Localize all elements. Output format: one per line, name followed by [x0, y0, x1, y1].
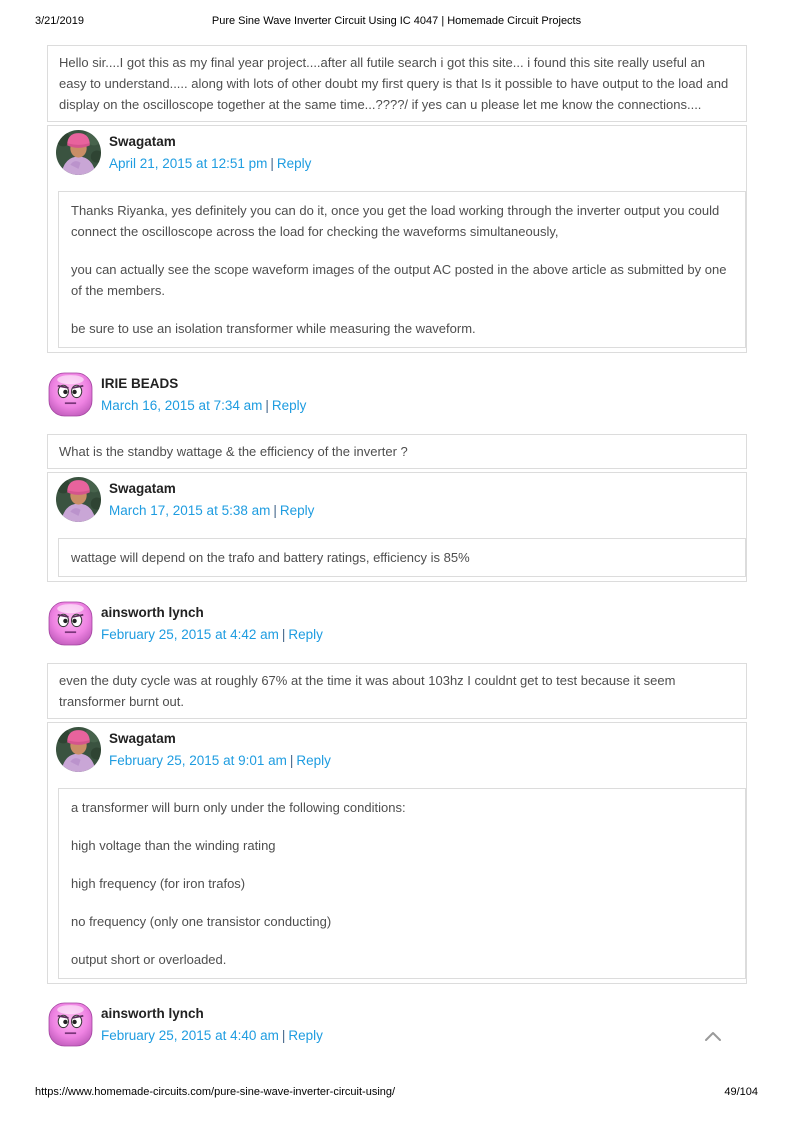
comment-dateline: [109, 750, 331, 772]
comment-dateline: [101, 395, 306, 417]
comment-paragraph: you can actually see the scope waveform images of the output AC posted in the above article as submitted by one of the members.: [71, 262, 727, 298]
comment-dateline: [101, 624, 323, 646]
comment-date-link[interactable]: March 16, 2015 at 7:34 am: [101, 398, 263, 413]
comments-section: [47, 45, 747, 1047]
comment-meta: [109, 730, 331, 772]
swagatam-avatar-photo: [56, 477, 101, 522]
print-footer: [35, 1086, 758, 1098]
comment-paragraph: be sure to use an isolation transformer while measuring the waveform.: [71, 321, 476, 336]
comment-meta: [101, 375, 306, 417]
comment-header: [56, 727, 746, 772]
footer-page-number: 49/104: [724, 1086, 758, 1098]
comment-body: [58, 538, 746, 577]
comment-header: [48, 372, 747, 417]
comment-date-link[interactable]: February 25, 2015 at 9:01 am: [109, 753, 287, 768]
comment-date-link[interactable]: March 17, 2015 at 5:38 am: [109, 503, 271, 518]
comment-author: IRIE BEADS: [101, 376, 179, 391]
comment-header: [56, 130, 746, 175]
dateline-separator: |: [289, 753, 294, 768]
comment-meta: [101, 604, 323, 646]
reply-link[interactable]: Reply: [271, 398, 307, 413]
print-page-title: Pure Sine Wave Inverter Circuit Using IC 4047 | Homemade Circuit Projects: [211, 15, 582, 27]
swagatam-avatar-photo: [56, 130, 101, 175]
comment-author: ainsworth lynch: [101, 605, 204, 620]
footer-url: https://www.homemade-circuits.com/pure-sine-wave-inverter-circuit-using/: [35, 1086, 396, 1098]
comment-paragraph: even the duty cycle was at roughly 67% at the time it was about 103hz I couldnt get to test because it seem transformer burnt out.: [59, 673, 676, 709]
pink-face-avatar: [48, 372, 93, 417]
reply-link[interactable]: Reply: [288, 1028, 323, 1043]
reply-link[interactable]: Reply: [288, 627, 323, 642]
comment-meta: [109, 133, 311, 175]
comment-author: Swagatam: [109, 731, 176, 746]
chevron-up-icon: [704, 1030, 722, 1047]
reply-thread: [47, 125, 747, 353]
comment-date-link[interactable]: April 21, 2015 at 12:51 pm: [109, 156, 268, 171]
comment-dateline: [109, 153, 311, 175]
comment-author: Swagatam: [109, 481, 176, 496]
pink-face-avatar: [48, 1002, 93, 1047]
comment-dateline: [109, 500, 314, 522]
print-date: 3/21/2019: [35, 15, 84, 27]
comment-paragraph: high frequency (for iron trafos): [71, 876, 246, 891]
comment-header: [48, 601, 747, 646]
comment-paragraph: a transformer will burn only under the following conditions:: [71, 800, 406, 815]
comment-body: [47, 434, 747, 469]
comment-author: ainsworth lynch: [101, 1006, 204, 1021]
dateline-separator: |: [265, 398, 269, 413]
comment-meta: [101, 1005, 323, 1047]
reply-link[interactable]: Reply: [279, 503, 315, 518]
reply-thread: [47, 722, 747, 984]
comment-header: [48, 1002, 747, 1047]
scroll-to-top-button[interactable]: [704, 1030, 724, 1046]
reply-link[interactable]: Reply: [276, 156, 312, 171]
dateline-separator: |: [281, 627, 286, 642]
comment-paragraph: Hello sir....I got this as my final year project....after all futile search i got this site... i found this site really useful an easy to understand..... along with lots of other doubt my first query is that Is it possible to have output to the load and display on the oscilloscope together at the same time...????/ if yes can u please let me know the connections....: [59, 55, 729, 112]
comment-dateline: [101, 1025, 323, 1047]
dateline-separator: |: [270, 156, 274, 171]
comment-meta: [109, 480, 314, 522]
comment-author: Swagatam: [109, 134, 176, 149]
comment-paragraph: high voltage than the winding rating: [71, 838, 276, 853]
print-header: [0, 0, 793, 45]
comment-paragraph: wattage will depend on the trafo and battery ratings, efficiency is 85%: [71, 550, 470, 565]
comment-date-link[interactable]: February 25, 2015 at 4:42 am: [101, 627, 279, 642]
reply-link[interactable]: Reply: [296, 753, 331, 768]
comment-body: [58, 191, 746, 348]
dateline-separator: |: [281, 1028, 286, 1043]
reply-thread: [47, 472, 747, 582]
comment-paragraph: output short or overloaded.: [71, 952, 227, 967]
comment-paragraph: What is the standby wattage & the efficiency of the inverter ?: [59, 444, 408, 459]
comment-body: [47, 45, 747, 122]
comment-paragraph: no frequency (only one transistor conducting): [71, 914, 332, 929]
swagatam-avatar-photo: [56, 727, 101, 772]
dateline-separator: |: [273, 503, 277, 518]
comment-date-link[interactable]: February 25, 2015 at 4:40 am: [101, 1028, 279, 1043]
pink-face-avatar: [48, 601, 93, 646]
comment-body: [47, 663, 747, 719]
comment-header: [56, 477, 746, 522]
comment-paragraph: Thanks Riyanka, yes definitely you can do it, once you get the load working through the inverter output you could connect the oscilloscope across the load for checking the waveforms simultaneously,: [71, 203, 720, 239]
comment-body: [58, 788, 746, 979]
